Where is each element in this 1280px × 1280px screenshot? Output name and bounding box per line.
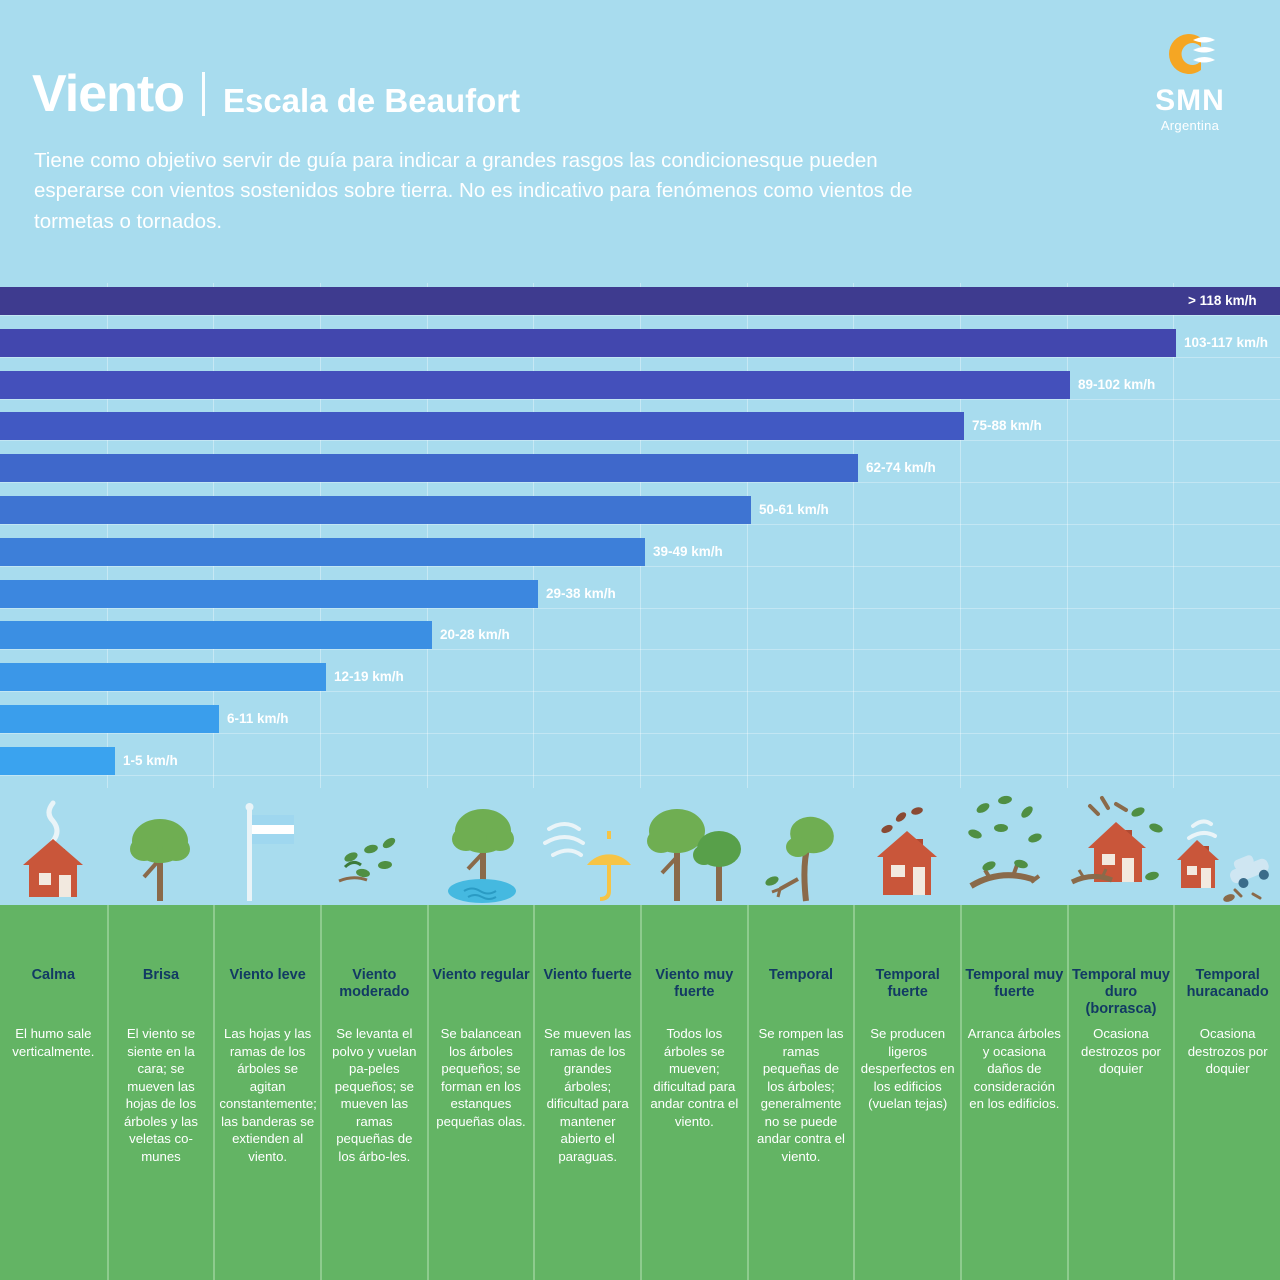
destroyed-house-icon (1067, 788, 1174, 905)
chart-bar-row (0, 287, 1280, 315)
scale-column-title: Brisa (142, 967, 180, 983)
chart-bar-row (0, 747, 1280, 775)
scale-column-description: El humo sale verticalmente. (12, 1026, 95, 1059)
scale-column (320, 905, 427, 1280)
scale-column (213, 905, 320, 1280)
uprooted-tree-icon (960, 788, 1067, 905)
scale-column-description: Se producen ligeros desperfectos en los edificios (vuelan tejas) (860, 1026, 955, 1112)
chart-row-separator (0, 566, 1280, 567)
smn-logo (1130, 26, 1250, 133)
scale-column-description: Las hojas y las ramas de los árboles se agitan constantemente; las banderas se extienden al viento. (219, 1026, 317, 1164)
chart-bar-label: 6-11 km/h (227, 711, 289, 726)
scale-column (747, 905, 854, 1280)
chart-bar-label: > 118 km/h (1188, 293, 1257, 308)
scale-column-title: Temporal fuerte (875, 967, 940, 1001)
chart-bar (0, 621, 432, 649)
scale-column-title: Viento muy fuerte (655, 967, 734, 1001)
tree-pond-icon (427, 788, 534, 905)
icon-strip (0, 788, 1280, 905)
chart-bar (0, 412, 964, 440)
chart-bar-label: 29-38 km/h (546, 585, 616, 601)
scale-column-description: Se levanta el polvo y vuelan pa-peles pequeños; se mueven las ramas pequeñas de los árbo-les. (332, 1026, 417, 1164)
scale-column (533, 905, 640, 1280)
chart-bar (0, 496, 751, 524)
chart-bar-label: 1-5 km/h (123, 752, 178, 768)
chart-row-separator (0, 649, 1280, 650)
smn-logo-subtext: Argentina (1160, 118, 1220, 133)
description-panel (0, 905, 1280, 1280)
chart-bar-row (0, 621, 1280, 649)
tree-icon (107, 788, 214, 905)
house-tiles-icon (853, 788, 960, 905)
scale-column-title: Viento regular (432, 967, 530, 983)
scale-column-description: Se rompen las ramas pequeñas de los árboles; generalmente no se puede andar contra el viento. (756, 1026, 845, 1164)
scale-column (1067, 905, 1174, 1280)
scale-column-title: Temporal muy fuerte (965, 967, 1064, 1001)
chart-bar-row (0, 580, 1280, 608)
chart-bar-label: 75-88 km/h (972, 418, 1042, 434)
chart-bar-row (0, 538, 1280, 566)
scale-column-title: Viento leve (229, 967, 306, 983)
chart-bar (0, 538, 645, 566)
scale-column (427, 905, 534, 1280)
smn-logo-text: SMN (1155, 84, 1225, 117)
chart-bar-row (0, 496, 1280, 524)
title-divider (202, 72, 205, 116)
scale-column-title: Calma (31, 967, 76, 983)
scale-column (853, 905, 960, 1280)
chart-bar (0, 747, 115, 775)
chart-row-separator (0, 524, 1280, 525)
scale-column (0, 905, 107, 1280)
chart-bar-row (0, 454, 1280, 482)
smn-logo-icon (1157, 26, 1223, 82)
scale-column (1173, 905, 1280, 1280)
chart-bar-row (0, 329, 1280, 357)
page-title: Viento (32, 65, 184, 123)
umbrella-icon (533, 788, 640, 905)
beaufort-bar-chart (0, 283, 1280, 788)
chart-row-separator (0, 691, 1280, 692)
chart-bar-label: 62-74 km/h (866, 460, 936, 476)
chart-bar-label: 50-61 km/h (759, 502, 829, 517)
scale-column-title: Viento moderado (339, 967, 410, 1001)
scale-column-title: Temporal huracanado (1186, 967, 1269, 1001)
chart-bar-label: 39-49 km/h (653, 543, 723, 559)
broken-branch-tree-icon (747, 788, 854, 905)
intro-text: Tiene como objetivo servir de guía para indicar a grandes rasgos las condicionesque pueden esperarse con vientos sostenidos sobre tierra. No es indicativo para fenómenos como vientos de tormetas o tornados. (34, 149, 913, 233)
chart-bar (0, 580, 538, 608)
chart-row-separator (0, 775, 1280, 776)
scale-column (640, 905, 747, 1280)
chart-row-separator (0, 399, 1280, 400)
scale-column-title: Viento fuerte (543, 967, 632, 983)
chart-row-separator (0, 608, 1280, 609)
chart-bar (0, 371, 1070, 399)
page-subtitle-title: Escala de Beaufort (222, 82, 521, 119)
two-trees-icon (640, 788, 747, 905)
chart-bar-row (0, 371, 1280, 399)
house-car-debris-icon (1173, 788, 1280, 905)
chart-bar (0, 329, 1176, 357)
chart-bar (0, 454, 858, 482)
scale-column-description: Ocasiona destrozos por doquier (1081, 1026, 1161, 1077)
header (0, 0, 1280, 283)
chart-row-separator (0, 440, 1280, 441)
chart-row-separator (0, 482, 1280, 483)
scale-column-description: Arranca árboles y ocasiona daños de consideración en los edificios. (967, 1026, 1061, 1112)
scale-column (107, 905, 214, 1280)
title-row (32, 65, 521, 123)
chart-bar-row (0, 663, 1280, 691)
chart-row-separator (0, 733, 1280, 734)
scale-column-title: Temporal muy duro (borrasca) (1071, 967, 1170, 1018)
chart-bar-row (0, 705, 1280, 733)
chart-bar (0, 705, 219, 733)
scale-column-title: Temporal (768, 967, 834, 983)
scale-column-description: Todos los árboles se mueven; dificultad para andar contra el viento. (650, 1026, 739, 1129)
chart-bar-label: 20-28 km/h (440, 627, 510, 643)
chart-bar-label: 89-102 km/h (1078, 376, 1156, 392)
house-smoke-icon (0, 788, 107, 905)
dust-leaves-icon (320, 788, 427, 905)
smn-logo-mark (1157, 26, 1223, 82)
scale-column-description: Se balancean los árboles pequeños; se forman en los estanques pequeñas olas. (436, 1026, 526, 1129)
chart-row-separator (0, 315, 1280, 316)
chart-row-separator (0, 357, 1280, 358)
chart-bar (0, 663, 326, 691)
scale-column-description: Ocasiona destrozos por doquier (1187, 1026, 1268, 1077)
scale-column-description: Se mueven las ramas de los grandes árboles; dificultad para mantener abierto el paraguas. (544, 1026, 632, 1164)
flag-icon (213, 788, 320, 905)
scale-column (960, 905, 1067, 1280)
chart-bar (0, 287, 1280, 315)
chart-bar-label: 12-19 km/h (334, 669, 404, 685)
scale-column-description: El viento se siente en la cara; se mueven las hojas de los árboles y las veletas co-munes (123, 1026, 198, 1164)
chart-bar-label: 103-117 km/h (1184, 334, 1269, 350)
chart-bar-row (0, 412, 1280, 440)
